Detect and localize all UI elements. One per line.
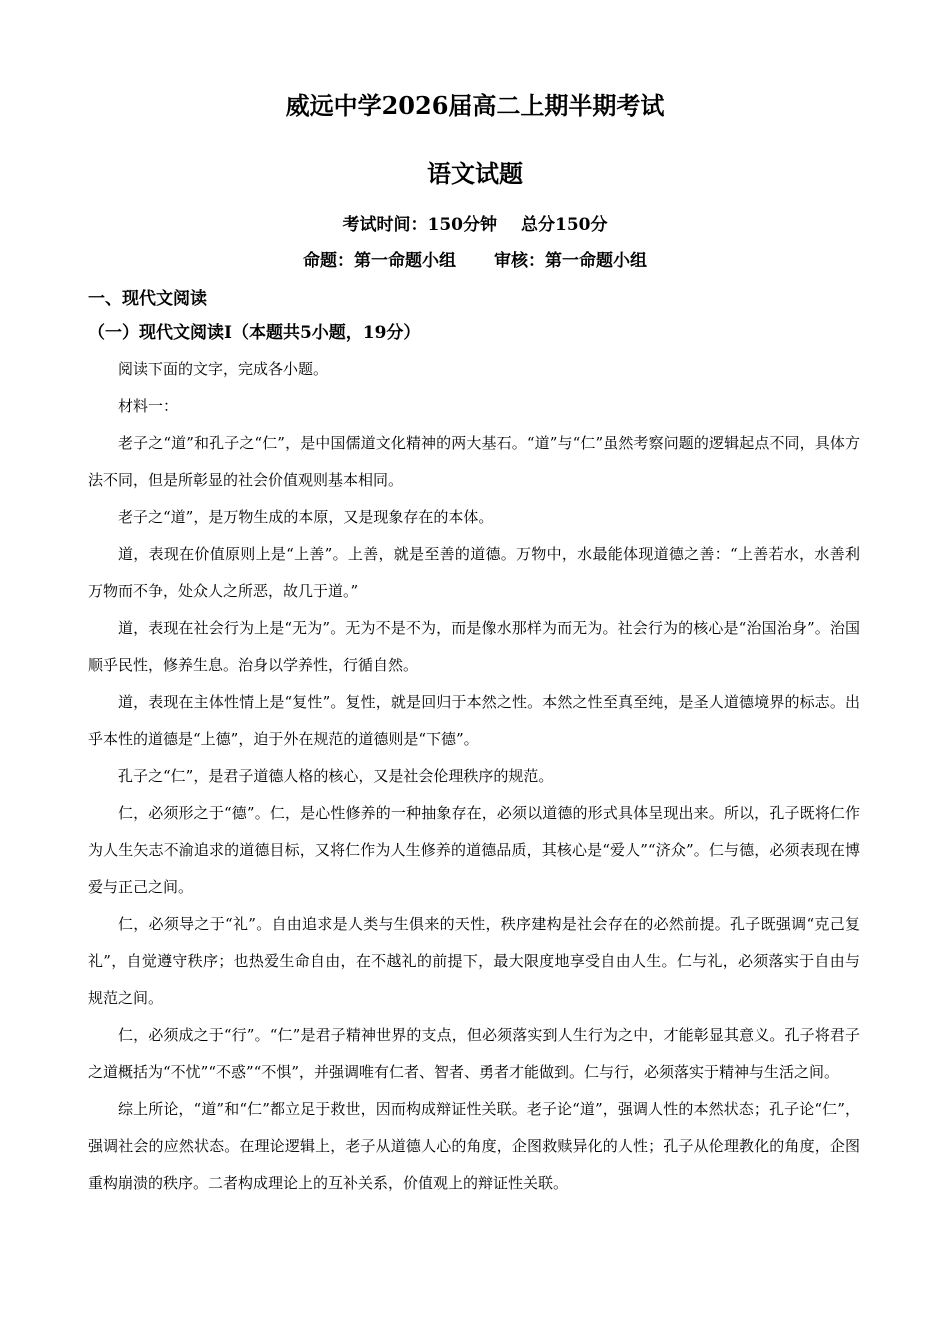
- passage-paragraph: 老子之“道”，是万物生成的本原，又是现象存在的本体。: [118, 508, 494, 526]
- exam-author: 命题：第一命题小组: [303, 251, 456, 271]
- instruction-paragraph: 阅读下面的文字，完成各小题。: [118, 360, 329, 378]
- section-heading-part1: 一、现代文阅读: [88, 289, 207, 309]
- exam-subtitle: 语文试题: [427, 159, 523, 188]
- passage-paragraph: 道，表现在社会行为上是“无为”。无为不是不为，而是像水那样为而无为。社会行为的核心是“治国治身”。治国顺乎民性，修养生息。治身以学养性，行循自然。: [88, 619, 860, 674]
- exam-total-score: 总分150分: [521, 215, 608, 235]
- passage-paragraph: 道，表现在主体性情上是“复性”。复性，就是回归于本然之性。本然之性至真至纯，是圣人道德境界的标志。出乎本性的道德是“上德”，迫于外在规范的道德则是“下德”。: [88, 693, 860, 748]
- exam-time: 考试时间：150分钟: [342, 215, 497, 235]
- exam-reviewer: 审核：第一命题小组: [494, 251, 647, 271]
- passage-paragraph: 老子之“道”和孔子之“仁”，是中国儒道文化精神的两大基石。“道”与“仁”虽然考察问题的逻辑起点不同，具体方法不同，但是所彰显的社会价值观则基本相同。: [88, 434, 860, 489]
- exam-time-score: [0, 210, 950, 235]
- passage-paragraph: 综上所论，“道”和“仁”都立足于救世，因而构成辩证性关联。老子论“道”，强调人性的本然状态；孔子论“仁”，强调社会的应然状态。在理论逻辑上，老子从道德人心的角度，企图救赎异化的人性；孔子从伦理教化的角度，企图重构崩溃的秩序。二者构成理论上的互补关系，价值观上的辩证性关联。: [88, 1100, 860, 1192]
- exam-title: 威远中学2026届高二上期半期考试: [285, 91, 665, 120]
- exam-authors: [0, 246, 950, 271]
- passage-paragraph: 孔子之“仁”，是君子道德人格的核心，又是社会伦理秩序的规范。: [118, 767, 554, 785]
- material-label: 材料一：: [118, 397, 179, 415]
- passage-paragraph: 仁，必须成之于“行”。“仁”是君子精神世界的支点，但必须落实到人生行为之中，才能彰显其意义。孔子将君子之道概括为“不忧”“不惑”“不惧”，并强调唯有仁者、智者、勇者才能做到。仁与行，必须落实于精神与生活之间。: [88, 1026, 860, 1081]
- passage-paragraph: 道，表现在价值原则上是“上善”。上善，就是至善的道德。万物中，水最能体现道德之善：“上善若水，水善利万物而不争，处众人之所恶，故几于道。”: [88, 545, 860, 600]
- passage-paragraph: 仁，必须形之于“德”。仁，是心性修养的一种抽象存在，必须以道德的形式具体呈现出来。所以，孔子既将仁作为人生矢志不渝追求的道德目标，又将仁作为人生修养的道德品质，其核心是“爱人”“济众”。仁与德，必须表现在博爱与正己之间。: [88, 804, 860, 896]
- reading-passage: [88, 351, 860, 1202]
- passage-paragraph: 仁，必须导之于“礼”。自由追求是人类与生俱来的天性，秩序建构是社会存在的必然前提。孔子既强调“克己复礼”，自觉遵守秩序；也热爱生命自由，在不越礼的前提下，最大限度地享受自由人生。仁与礼，必须落实于自由与规范之间。: [88, 915, 860, 1007]
- section-subheading-reading1: （一）现代文阅读Ⅰ（本题共5小题，19分）: [88, 323, 421, 343]
